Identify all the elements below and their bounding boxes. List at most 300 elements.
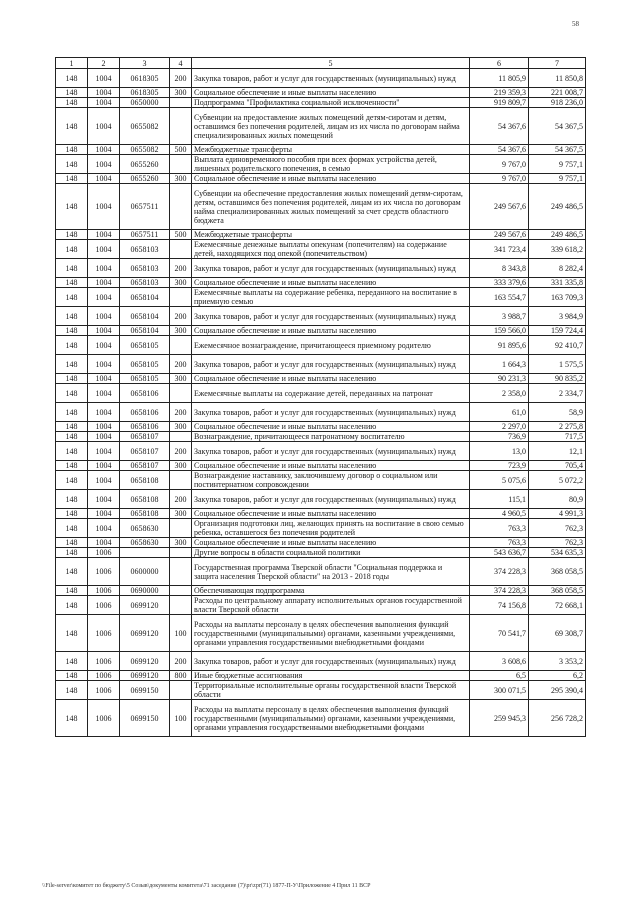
- cell-section-code: 1004: [88, 98, 120, 108]
- cell-amount-year-2: 3 984,9: [529, 307, 586, 326]
- cell-target-code: 0658107: [120, 432, 170, 442]
- column-header-2: 2: [88, 58, 120, 69]
- cell-expense-type: [170, 596, 192, 615]
- table-row: [56, 69, 586, 88]
- table-row: [56, 184, 586, 230]
- cell-amount-year-1: 333 379,6: [470, 278, 529, 288]
- cell-amount-year-2: 12,1: [529, 442, 586, 461]
- cell-section-code: 1004: [88, 69, 120, 88]
- cell-description: Иные бюджетные ассигнования: [192, 671, 470, 681]
- cell-amount-year-2: 5 072,2: [529, 471, 586, 490]
- cell-target-code: 0658105: [120, 355, 170, 374]
- cell-admin-code: 148: [56, 69, 88, 88]
- cell-expense-type: [170, 184, 192, 230]
- cell-section-code: 1004: [88, 422, 120, 432]
- cell-description: Выплата единовременного пособия при всех формах устройства детей, лишенных родительского попечения, в семью: [192, 155, 470, 174]
- cell-description: Расходы по центральному аппарату исполнительных органов государственной власти Тверской области: [192, 596, 470, 615]
- cell-amount-year-2: 6,2: [529, 671, 586, 681]
- table-row: [56, 548, 586, 558]
- cell-target-code: 0658103: [120, 278, 170, 288]
- cell-section-code: 1004: [88, 490, 120, 509]
- cell-section-code: 1004: [88, 174, 120, 184]
- cell-admin-code: 148: [56, 596, 88, 615]
- cell-expense-type: 800: [170, 671, 192, 681]
- cell-expense-type: [170, 681, 192, 700]
- cell-section-code: 1004: [88, 355, 120, 374]
- budget-table: [55, 57, 586, 737]
- cell-target-code: 0699150: [120, 700, 170, 737]
- cell-description: Социальное обеспечение и иные выплаты населению: [192, 461, 470, 471]
- cell-expense-type: 500: [170, 145, 192, 155]
- cell-admin-code: 148: [56, 538, 88, 548]
- cell-expense-type: [170, 288, 192, 307]
- cell-expense-type: 300: [170, 509, 192, 519]
- cell-amount-year-1: 2 358,0: [470, 384, 529, 403]
- table-row: [56, 326, 586, 336]
- cell-description: Закупка товаров, работ и услуг для государственных (муниципальных) нужд: [192, 490, 470, 509]
- cell-target-code: 0699120: [120, 596, 170, 615]
- cell-admin-code: 148: [56, 336, 88, 355]
- cell-admin-code: 148: [56, 307, 88, 326]
- column-header-3: 3: [120, 58, 170, 69]
- table-row: [56, 652, 586, 671]
- cell-expense-type: 300: [170, 422, 192, 432]
- cell-admin-code: 148: [56, 615, 88, 652]
- cell-description: Вознаграждение, причитающееся патронатному воспитателю: [192, 432, 470, 442]
- cell-amount-year-2: 159 724,4: [529, 326, 586, 336]
- cell-expense-type: [170, 519, 192, 538]
- cell-amount-year-1: 1 664,3: [470, 355, 529, 374]
- column-header-7: 7: [529, 58, 586, 69]
- cell-description: Подпрограмма "Профилактика социальной исключенности": [192, 98, 470, 108]
- cell-target-code: 0699120: [120, 615, 170, 652]
- cell-expense-type: 200: [170, 259, 192, 278]
- cell-description: Субвенции на предоставление жилых помещений детям-сиротам и детям, оставшимся без попечения родителей, лицам из их числа по договорам найма специализированных жилых помещений: [192, 108, 470, 145]
- table-row: [56, 671, 586, 681]
- cell-description: Расходы на выплаты персоналу в целях обеспечения выполнения функций государственными (муниципальными) органами, казенными учреждениями, органами управления государственными внебюджетными фондами: [192, 615, 470, 652]
- cell-expense-type: 200: [170, 442, 192, 461]
- cell-target-code: 0658104: [120, 307, 170, 326]
- cell-amount-year-2: 80,9: [529, 490, 586, 509]
- cell-description: Социальное обеспечение и иные выплаты населению: [192, 509, 470, 519]
- cell-amount-year-1: 91 895,6: [470, 336, 529, 355]
- cell-amount-year-2: 705,4: [529, 461, 586, 471]
- table-row: [56, 288, 586, 307]
- cell-expense-type: 300: [170, 374, 192, 384]
- cell-expense-type: 300: [170, 278, 192, 288]
- table-row: [56, 471, 586, 490]
- cell-amount-year-2: 1 575,5: [529, 355, 586, 374]
- table-row: [56, 432, 586, 442]
- cell-section-code: 1004: [88, 442, 120, 461]
- cell-expense-type: 500: [170, 230, 192, 240]
- cell-amount-year-1: 219 359,3: [470, 88, 529, 98]
- cell-description: Закупка товаров, работ и услуг для государственных (муниципальных) нужд: [192, 69, 470, 88]
- cell-section-code: 1004: [88, 230, 120, 240]
- cell-target-code: 0658104: [120, 288, 170, 307]
- cell-target-code: 0658105: [120, 374, 170, 384]
- cell-expense-type: [170, 155, 192, 174]
- cell-amount-year-1: 8 343,8: [470, 259, 529, 278]
- table-row: [56, 538, 586, 548]
- cell-target-code: 0699120: [120, 671, 170, 681]
- cell-expense-type: [170, 98, 192, 108]
- cell-section-code: 1004: [88, 88, 120, 98]
- cell-target-code: 0655260: [120, 155, 170, 174]
- table-row: [56, 145, 586, 155]
- footer-file-path: \\File-server\комитет по бюджету\5 Созыв\документы комитета\71 заседание (7)\pr\zpr(71) 1877-П-У\Приложение 4 Прил 11 ВСР: [42, 883, 371, 889]
- column-header-6: 6: [470, 58, 529, 69]
- cell-amount-year-1: 54 367,6: [470, 108, 529, 145]
- cell-amount-year-1: 159 566,0: [470, 326, 529, 336]
- table-row: [56, 355, 586, 374]
- cell-amount-year-1: 5 075,6: [470, 471, 529, 490]
- cell-section-code: 1006: [88, 615, 120, 652]
- cell-admin-code: 148: [56, 422, 88, 432]
- cell-amount-year-2: 3 353,2: [529, 652, 586, 671]
- cell-amount-year-1: 543 636,7: [470, 548, 529, 558]
- cell-amount-year-2: 2 334,7: [529, 384, 586, 403]
- cell-admin-code: 148: [56, 432, 88, 442]
- cell-section-code: 1004: [88, 259, 120, 278]
- cell-admin-code: 148: [56, 278, 88, 288]
- cell-amount-year-2: 331 335,8: [529, 278, 586, 288]
- cell-amount-year-1: 763,3: [470, 538, 529, 548]
- cell-admin-code: 148: [56, 471, 88, 490]
- cell-amount-year-1: 300 071,5: [470, 681, 529, 700]
- column-header-5: 5: [192, 58, 470, 69]
- cell-amount-year-2: 54 367,5: [529, 108, 586, 145]
- cell-target-code: [120, 548, 170, 558]
- cell-amount-year-2: 221 008,7: [529, 88, 586, 98]
- cell-amount-year-2: 295 390,4: [529, 681, 586, 700]
- cell-target-code: 0658630: [120, 538, 170, 548]
- cell-amount-year-1: 249 567,6: [470, 184, 529, 230]
- table-row: [56, 700, 586, 737]
- cell-description: Субвенции на обеспечение предоставления жилых помещений детям-сиротам, детям, оставшимся без попечения родителей, лицам из их числа по договорам найма специализированных жилых помещений за счет средств областного бюджета: [192, 184, 470, 230]
- cell-section-code: 1004: [88, 403, 120, 422]
- cell-section-code: 1004: [88, 384, 120, 403]
- cell-admin-code: 148: [56, 88, 88, 98]
- cell-amount-year-2: 339 618,2: [529, 240, 586, 259]
- table-row: [56, 240, 586, 259]
- table-row: [56, 259, 586, 278]
- cell-amount-year-1: 6,5: [470, 671, 529, 681]
- cell-amount-year-1: 13,0: [470, 442, 529, 461]
- cell-description: Закупка товаров, работ и услуг для государственных (муниципальных) нужд: [192, 307, 470, 326]
- cell-amount-year-2: 762,3: [529, 519, 586, 538]
- cell-admin-code: 148: [56, 108, 88, 145]
- cell-target-code: 0658108: [120, 509, 170, 519]
- table-row: [56, 403, 586, 422]
- cell-description: Закупка товаров, работ и услуг для государственных (муниципальных) нужд: [192, 652, 470, 671]
- cell-amount-year-2: 368 058,5: [529, 558, 586, 586]
- cell-amount-year-1: 90 231,3: [470, 374, 529, 384]
- cell-description: Социальное обеспечение и иные выплаты населению: [192, 88, 470, 98]
- cell-description: Социальное обеспечение и иные выплаты населению: [192, 422, 470, 432]
- cell-description: Межбюджетные трансферты: [192, 145, 470, 155]
- table-row: [56, 307, 586, 326]
- cell-admin-code: 148: [56, 403, 88, 422]
- page-number: 58: [572, 20, 579, 28]
- cell-amount-year-1: 9 767,0: [470, 155, 529, 174]
- table-row: [56, 615, 586, 652]
- table-row: [56, 98, 586, 108]
- cell-expense-type: [170, 432, 192, 442]
- cell-expense-type: [170, 548, 192, 558]
- cell-description: Ежемесячные выплаты на содержание ребенка, переданного на воспитание в приемную семью: [192, 288, 470, 307]
- cell-target-code: 0655082: [120, 108, 170, 145]
- cell-section-code: 1006: [88, 548, 120, 558]
- cell-expense-type: 300: [170, 538, 192, 548]
- cell-section-code: 1004: [88, 288, 120, 307]
- cell-amount-year-1: 70 541,7: [470, 615, 529, 652]
- cell-admin-code: 148: [56, 461, 88, 471]
- cell-target-code: 0657511: [120, 230, 170, 240]
- table-header-row: [56, 58, 586, 69]
- cell-admin-code: 148: [56, 700, 88, 737]
- cell-section-code: 1004: [88, 461, 120, 471]
- cell-expense-type: 100: [170, 700, 192, 737]
- cell-expense-type: 200: [170, 403, 192, 422]
- cell-section-code: 1004: [88, 108, 120, 145]
- cell-section-code: 1004: [88, 145, 120, 155]
- cell-admin-code: 148: [56, 548, 88, 558]
- cell-admin-code: 148: [56, 259, 88, 278]
- cell-section-code: 1004: [88, 519, 120, 538]
- cell-expense-type: 200: [170, 355, 192, 374]
- cell-admin-code: 148: [56, 586, 88, 596]
- cell-expense-type: 200: [170, 490, 192, 509]
- cell-description: Ежемесячные денежные выплаты опекунам (попечителям) на содержание детей, находящихся под опекой (попечительством): [192, 240, 470, 259]
- cell-section-code: 1004: [88, 184, 120, 230]
- cell-section-code: 1004: [88, 509, 120, 519]
- cell-admin-code: 148: [56, 652, 88, 671]
- cell-amount-year-2: 717,5: [529, 432, 586, 442]
- cell-amount-year-1: 736,9: [470, 432, 529, 442]
- table-row: [56, 558, 586, 586]
- cell-amount-year-2: 4 991,3: [529, 509, 586, 519]
- cell-section-code: 1004: [88, 155, 120, 174]
- cell-admin-code: 148: [56, 671, 88, 681]
- cell-section-code: 1004: [88, 374, 120, 384]
- cell-expense-type: [170, 471, 192, 490]
- cell-admin-code: 148: [56, 174, 88, 184]
- cell-amount-year-1: 61,0: [470, 403, 529, 422]
- table-row: [56, 374, 586, 384]
- cell-section-code: 1006: [88, 700, 120, 737]
- cell-description: Организация подготовки лиц, желающих принять на воспитание в свою семью ребенка, оставшегося без попечения родителей: [192, 519, 470, 538]
- table-body: [56, 69, 586, 737]
- cell-expense-type: 300: [170, 326, 192, 336]
- column-header-4: 4: [170, 58, 192, 69]
- cell-admin-code: 148: [56, 558, 88, 586]
- table-row: [56, 174, 586, 184]
- table-row: [56, 336, 586, 355]
- cell-target-code: 0650000: [120, 98, 170, 108]
- cell-target-code: 0658106: [120, 422, 170, 432]
- cell-expense-type: 300: [170, 461, 192, 471]
- table-row: [56, 230, 586, 240]
- cell-section-code: 1006: [88, 681, 120, 700]
- cell-description: Закупка товаров, работ и услуг для государственных (муниципальных) нужд: [192, 355, 470, 374]
- cell-amount-year-1: 2 297,0: [470, 422, 529, 432]
- cell-description: Социальное обеспечение и иные выплаты населению: [192, 278, 470, 288]
- column-header-1: 1: [56, 58, 88, 69]
- cell-amount-year-2: 762,3: [529, 538, 586, 548]
- cell-amount-year-1: 9 767,0: [470, 174, 529, 184]
- cell-amount-year-1: 11 805,9: [470, 69, 529, 88]
- cell-section-code: 1004: [88, 336, 120, 355]
- table-row: [56, 596, 586, 615]
- cell-description: Ежемесячное вознаграждение, причитающееся приемному родителю: [192, 336, 470, 355]
- cell-section-code: 1004: [88, 471, 120, 490]
- cell-admin-code: 148: [56, 519, 88, 538]
- cell-amount-year-2: 90 835,2: [529, 374, 586, 384]
- cell-target-code: 0658107: [120, 442, 170, 461]
- cell-description: Другие вопросы в области социальной политики: [192, 548, 470, 558]
- table-row: [56, 422, 586, 432]
- cell-amount-year-2: 9 757,1: [529, 174, 586, 184]
- cell-target-code: 0600000: [120, 558, 170, 586]
- table-row: [56, 681, 586, 700]
- cell-expense-type: 200: [170, 307, 192, 326]
- cell-description: Социальное обеспечение и иные выплаты населению: [192, 538, 470, 548]
- cell-description: Территориальные исполнительные органы государственной власти Тверской области: [192, 681, 470, 700]
- cell-amount-year-2: 249 486,5: [529, 230, 586, 240]
- table-row: [56, 278, 586, 288]
- cell-target-code: 0699150: [120, 681, 170, 700]
- cell-description: Закупка товаров, работ и услуг для государственных (муниципальных) нужд: [192, 259, 470, 278]
- cell-amount-year-2: 9 757,1: [529, 155, 586, 174]
- cell-admin-code: 148: [56, 155, 88, 174]
- cell-amount-year-2: 11 850,8: [529, 69, 586, 88]
- cell-admin-code: 148: [56, 509, 88, 519]
- cell-expense-type: 100: [170, 615, 192, 652]
- cell-amount-year-1: 115,1: [470, 490, 529, 509]
- cell-admin-code: 148: [56, 442, 88, 461]
- cell-amount-year-2: 163 709,3: [529, 288, 586, 307]
- cell-target-code: 0658103: [120, 240, 170, 259]
- cell-admin-code: 148: [56, 184, 88, 230]
- cell-admin-code: 148: [56, 240, 88, 259]
- cell-expense-type: [170, 336, 192, 355]
- cell-description: Социальное обеспечение и иные выплаты населению: [192, 374, 470, 384]
- cell-target-code: 0658106: [120, 384, 170, 403]
- table-row: [56, 509, 586, 519]
- cell-target-code: 0618305: [120, 88, 170, 98]
- cell-section-code: 1006: [88, 671, 120, 681]
- table-row: [56, 586, 586, 596]
- cell-expense-type: 300: [170, 174, 192, 184]
- cell-amount-year-1: 374 228,3: [470, 586, 529, 596]
- cell-section-code: 1006: [88, 596, 120, 615]
- cell-description: Государственная программа Тверской области "Социальная поддержка и защита населения Тверской области" на 2013 - 2018 годы: [192, 558, 470, 586]
- cell-amount-year-2: 54 367,5: [529, 145, 586, 155]
- cell-description: Межбюджетные трансферты: [192, 230, 470, 240]
- cell-target-code: 0657511: [120, 184, 170, 230]
- cell-amount-year-1: 54 367,6: [470, 145, 529, 155]
- table-row: [56, 155, 586, 174]
- cell-amount-year-2: 368 058,5: [529, 586, 586, 596]
- cell-admin-code: 148: [56, 384, 88, 403]
- cell-expense-type: [170, 240, 192, 259]
- cell-admin-code: 148: [56, 288, 88, 307]
- cell-section-code: 1006: [88, 558, 120, 586]
- cell-amount-year-1: 3 988,7: [470, 307, 529, 326]
- cell-section-code: 1004: [88, 538, 120, 548]
- cell-description: Социальное обеспечение и иные выплаты населению: [192, 174, 470, 184]
- table-row: [56, 108, 586, 145]
- cell-amount-year-1: 919 809,7: [470, 98, 529, 108]
- cell-amount-year-1: 74 156,8: [470, 596, 529, 615]
- cell-section-code: 1004: [88, 307, 120, 326]
- cell-target-code: 0658108: [120, 471, 170, 490]
- cell-target-code: 0690000: [120, 586, 170, 596]
- cell-amount-year-1: 4 960,5: [470, 509, 529, 519]
- cell-description: Обеспечивающая подпрограмма: [192, 586, 470, 596]
- cell-amount-year-2: 92 410,7: [529, 336, 586, 355]
- cell-target-code: 0658630: [120, 519, 170, 538]
- cell-expense-type: 300: [170, 88, 192, 98]
- cell-description: Закупка товаров, работ и услуг для государственных (муниципальных) нужд: [192, 403, 470, 422]
- cell-target-code: 0655082: [120, 145, 170, 155]
- cell-amount-year-2: 58,9: [529, 403, 586, 422]
- table-row: [56, 461, 586, 471]
- cell-target-code: 0655260: [120, 174, 170, 184]
- cell-amount-year-2: 534 635,3: [529, 548, 586, 558]
- cell-admin-code: 148: [56, 230, 88, 240]
- cell-admin-code: 148: [56, 374, 88, 384]
- cell-admin-code: 148: [56, 355, 88, 374]
- cell-expense-type: [170, 384, 192, 403]
- cell-expense-type: [170, 108, 192, 145]
- cell-target-code: 0658107: [120, 461, 170, 471]
- cell-amount-year-1: 259 945,3: [470, 700, 529, 737]
- cell-description: Вознаграждение наставнику, заключившему договор о социальном или постинтернатном сопровождении: [192, 471, 470, 490]
- cell-amount-year-1: 341 723,4: [470, 240, 529, 259]
- cell-section-code: 1004: [88, 326, 120, 336]
- cell-expense-type: [170, 586, 192, 596]
- cell-amount-year-2: 69 308,7: [529, 615, 586, 652]
- cell-target-code: 0658105: [120, 336, 170, 355]
- cell-admin-code: 148: [56, 145, 88, 155]
- cell-expense-type: 200: [170, 652, 192, 671]
- cell-amount-year-1: 763,3: [470, 519, 529, 538]
- table-row: [56, 490, 586, 509]
- cell-description: Социальное обеспечение и иные выплаты населению: [192, 326, 470, 336]
- cell-section-code: 1004: [88, 432, 120, 442]
- cell-description: Закупка товаров, работ и услуг для государственных (муниципальных) нужд: [192, 442, 470, 461]
- table-row: [56, 519, 586, 538]
- cell-admin-code: 148: [56, 326, 88, 336]
- cell-target-code: 0658103: [120, 259, 170, 278]
- cell-amount-year-1: 723,9: [470, 461, 529, 471]
- cell-target-code: 0658108: [120, 490, 170, 509]
- cell-description: Ежемесячные выплаты на содержание детей, переданных на патронат: [192, 384, 470, 403]
- cell-target-code: 0618305: [120, 69, 170, 88]
- cell-amount-year-1: 163 554,7: [470, 288, 529, 307]
- cell-target-code: 0658104: [120, 326, 170, 336]
- cell-admin-code: 148: [56, 98, 88, 108]
- table-row: [56, 384, 586, 403]
- cell-amount-year-2: 918 236,0: [529, 98, 586, 108]
- cell-target-code: 0699120: [120, 652, 170, 671]
- cell-amount-year-2: 8 282,4: [529, 259, 586, 278]
- cell-description: Расходы на выплаты персоналу в целях обеспечения выполнения функций государственными (муниципальными) органами, казенными учреждениями, органами управления государственными внебюджетными фондами: [192, 700, 470, 737]
- cell-target-code: 0658106: [120, 403, 170, 422]
- cell-amount-year-2: 256 728,2: [529, 700, 586, 737]
